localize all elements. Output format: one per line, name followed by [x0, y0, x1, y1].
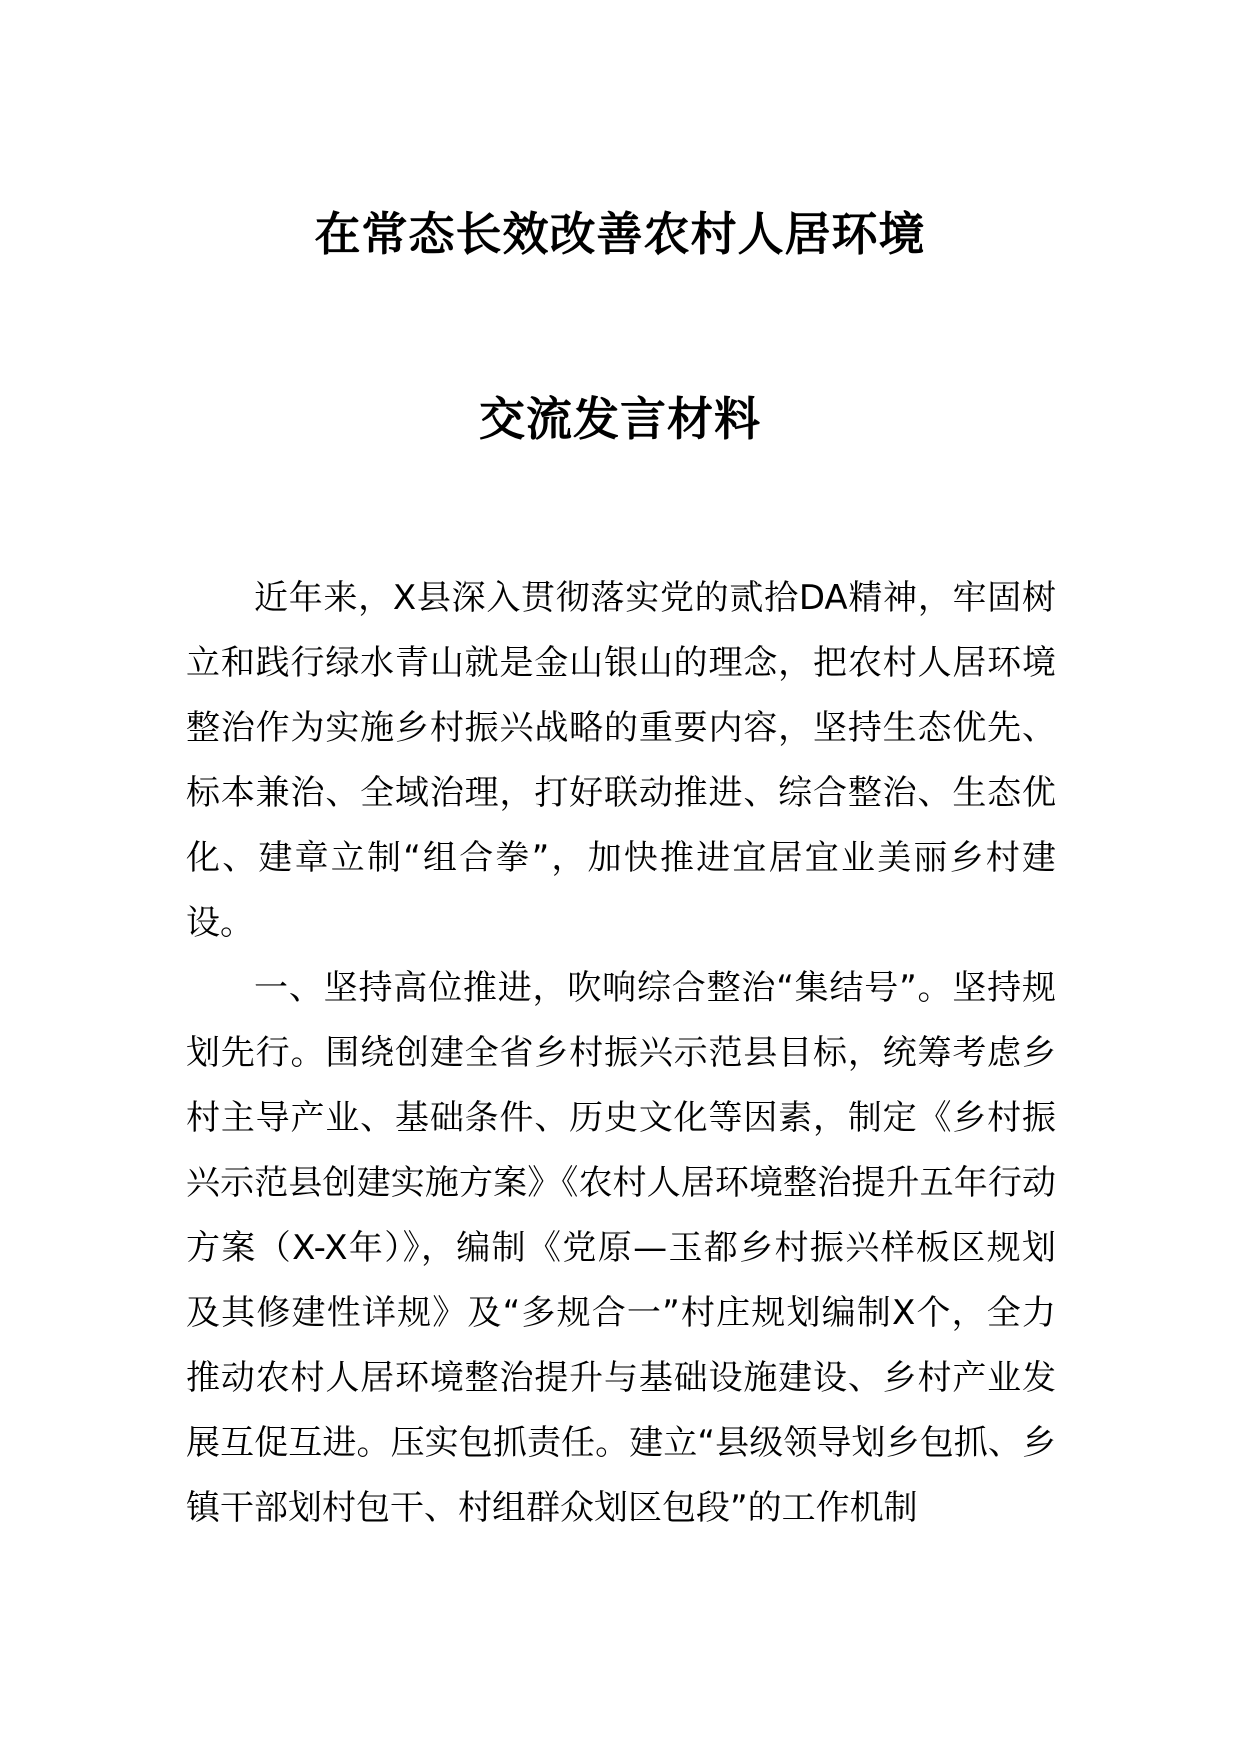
document-title-line-2: 交流发言材料	[479, 392, 761, 446]
paragraph-section-1: 一、坚持高位推进，吹响综合整治“集结号”。坚持规划先行。围绕创建全省乡村振兴示范县目标，统筹考虑乡村主导产业、基础条件、历史文化等因素，制定《乡村振兴示范县创建实施方案》《农村人居环境整治提升五年行动方案（X-X年）》，编制《党原—玉都乡村振兴样板区规划及其修建性详规》及“多规合一”村庄规划编制X个，全力推动农村人居环境整治提升与基础设施建设、乡村产业发展互促互进。压实包抓责任。建立“县级领导划乡包抓、乡镇干部划村包干、村组群众划区包段”的工作机制	[186, 968, 1056, 1528]
document-body	[186, 566, 1056, 1541]
document-title-line-1: 在常态长效改善农村人居环境	[314, 207, 926, 261]
paragraph-intro: 近年来，X县深入贯彻落实党的贰拾DA精神，牢固树立和践行绿水青山就是金山银山的理念，把农村人居环境整治作为实施乡村振兴战略的重要内容，坚持生态优先、标本兼治、全域治理，打好联动推进、综合整治、生态优化、建章立制“组合拳”，加快推进宜居宜业美丽乡村建设。	[186, 578, 1056, 943]
